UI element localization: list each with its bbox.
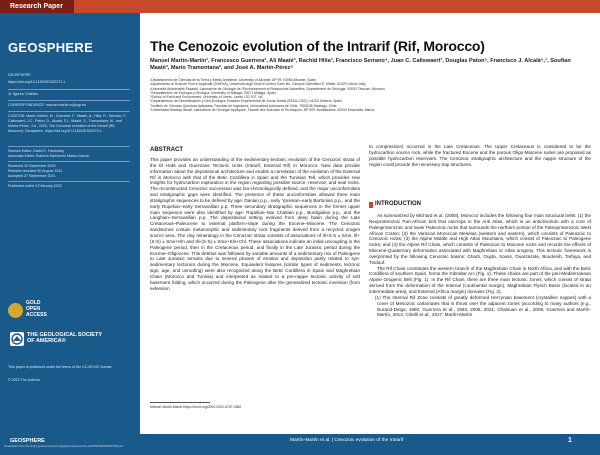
footnote-divider xyxy=(150,402,210,403)
citation: CITATION: Martín-Martín, M., Guerrera, F., Maaté, A., Hlila, R., Serrano, F., Caliswaert, J.C., Paton, D., Alcalá, F.J., Maaté, S., Tramontana, M., and Martín-Pérez, J.A., 2022, The Cenozoic evolution of the Intrarif (Rif, Morocco): Geosphere, https://doi.org/10.1130/GES02374.1 xyxy=(8,114,128,133)
license-text: This paper is published under the terms of the CC-BY-NC license. xyxy=(8,365,113,369)
abstract-heading: ABSTRACT xyxy=(150,147,183,153)
open-access-label: GOLD OPEN ACCESS xyxy=(26,300,47,318)
sidebar-divider xyxy=(8,161,130,162)
author-list: Manuel Martín-Martín¹, Francesco Guerrera², Ali Maaté³, Rachid Hlila³, Francisco Serrano⁴, Juan C. Caliswaert¹, Douglas Paton⁵, Francisco J. Alcalá⁶,⁷, Soufian Maaté³, Mario Tramontana², and José A. Martín-Pérez⁸ xyxy=(150,58,571,71)
gsa-logo-icon xyxy=(10,332,24,346)
paragraph: (1) The Internal Rif Zone consists of greatly deformed Hercynian basement (crystalline nappes) with a cover of Mesozoic carbonates that is thrust over the adjacent zones (according to many authors (e.g., Durand-Delga, 1980; Guerrera et al., 1993, 2005, 2021; Chalouan et al., 2008, Guerrera and Martín-Martín, 2014; Critelli et al., 2017; Martín-Martín xyxy=(375,294,591,318)
paper-title: The Cenozoic evolution of the Intrarif (Rif, Morocco) xyxy=(150,38,485,54)
figure-count: 11 figures; 5 tables xyxy=(8,92,39,96)
gsa-name: THE GEOLOGICAL SOCIETY OF AMERICA® xyxy=(27,332,103,344)
sidebar-divider xyxy=(8,100,130,101)
sidebar-divider xyxy=(8,89,130,90)
journal-brand: GEOSPHERE xyxy=(8,40,94,55)
affiliation-line: ⁴Departamento de Ecología y Geología, University of Málaga, 29071 Málaga, Spain xyxy=(150,90,276,95)
received-dates: Received 10 September 2019 Revision received 30 August 2021 Accepted 27 September 2021 xyxy=(8,164,63,178)
published-date: Published online 3 February 2022 xyxy=(8,184,62,188)
affiliation-line: ⁶Departamento de Desertificación y Geo-Ecología, Estación Experimental de Zonas Áridas (EEZA-CSIC), 04120 Almería, Spain xyxy=(150,99,342,104)
affiliation-line: ²Dipartimento di Scienze Pure e Applicate (DiSPeA), Università degli Studi di Urbino Carlo Bo, Campus Scientifico E. Mattei, 61029 Urbino, Italy xyxy=(150,82,366,87)
orcid-footnote[interactable]: Manuel Martín-Martín https://orcid.org/0000-0002-5787-0882 xyxy=(150,405,242,409)
sidebar-label: GEOSPHERE xyxy=(8,73,31,77)
affiliation-line: ¹Departamento de Ciencias de la Tierra y Medio Ambiente, University of Alicante, AP 99, 03080 Alicante, Spain xyxy=(150,78,316,82)
section-marker xyxy=(369,202,373,208)
gold-open-access-icon xyxy=(8,303,23,318)
research-paper-tab: Research Paper xyxy=(0,0,74,13)
copyright: © 2022 The Authors xyxy=(8,378,40,382)
affiliation-line: ⁷Instituto de Ciencias Químicas Aplicadas, Facultad de Ingeniería, Universidad Autónoma de Chile, 7500138 Santiago, Chile xyxy=(150,103,337,108)
gsa-emblem-icon xyxy=(10,332,24,346)
paragraph: As summarized by Michard et al. (2008), Morocco includes the following four main structural belts: (1) the Neoproterozoic Pan-African belt that outcrops in the Anti Atlas, which is an anticlinorium with a core of Paleoproterozoic and lower Paleozoic rocks that surrounds the northern portion of the Paleoproterozoic West African Craton; (2) the Variscan Moroccan Mesetas (western and eastern), which consists of Paleozoic to Cenozoic rocks; (3) the Alpine Middle and High Atlas Mountains, which consist of Paleozoic to Paleogene rocks; and (4) the Alpine Rif Chain, which consists of Paleozoic to Miocene rocks and records the effects of Miocene-Quaternary deformation associated with Maghrebian or Atlas orogeny. This tectonic framework is overprinted by the following Cenozoic basins: Gharb, Oujda, Souss, Ouarzazate, Boudenib, Tarfaya, and Tindouf. xyxy=(369,213,591,265)
sidebar-divider xyxy=(8,111,130,112)
footer-journal: GEOSPHERE xyxy=(10,438,45,444)
abstract-continued: to compression) occurred in the Late Cretaceous. The Upper Cretaceous is considered to be the hydrocarbon source rock, while the fractured Eocene and the porous Oligo-Miocene suites are proposed as possible hydrocarbon reservoirs. The Cenozoic stratigraphic architecture and the nappe structure of the region could provide the necessary trap structures. xyxy=(369,144,591,167)
sidebar-divider xyxy=(8,181,130,182)
page-number: 1 xyxy=(568,437,572,444)
introduction-heading: INTRODUCTION xyxy=(375,201,421,207)
sidebar-divider xyxy=(8,146,130,147)
doi-link[interactable]: https://doi.org/10.1130/GES02374.1 xyxy=(8,80,66,84)
affiliation-line: ⁵School of Earth and Environment, University of Leeds, Leeds LS2 9JT, UK xyxy=(150,95,263,100)
introduction-body xyxy=(369,213,591,433)
paragraph: The Rif Chain constitutes the western branch of the Maghrebian Chain in North Africa, and with the Betic Cordillera of southern Spain, forms the Gibraltar Arc (Fig. 1). These chains are part of the peri-Mediterranean Alpine Orogenic Belt (Fig. 1). In the Rif Chain, there are three main tectonic zones, which consist of strata derived from the deformation of the Internal (continental margin), Maghrebian Flysch Basin (located in an intermediate area), and External (Africa margin) domains (Fig. 2). xyxy=(369,265,591,294)
download-notice[interactable]: Downloaded from http://pubs.geoscienceworld.org/gsa/geosphere/article-pdf/18/2/598/5538097/598.pdf xyxy=(4,445,123,448)
affiliation-line: ³Université Abdelmalek Essaadi, Laboratoire de Géologie de l'Environnement et Ressources Naturelles, Département de Géologie, 93030 Tétouan, Morocco xyxy=(150,86,385,91)
correspondence[interactable]: CORRESPONDENCE: manuel.martin.m@ugr.es xyxy=(8,103,86,107)
affiliations xyxy=(150,78,590,112)
top-banner xyxy=(0,0,600,13)
abstract-text: This paper provides an understanding of the sedimentary-tectonic evolution of the Cenozoic strata of the El Habt and Ouezzane Tectonic Units (Intrarif, External Rif) in Morocco. New data provide information about the depositional architecture and enable a correlation of the evolution of the External Rif in Morocco with that of the Betic Cordillera in Spain and the Tunisian Tell, which provides new insights for hydrocarbon exploration in the region regarding possible source, reservoir, and seal rocks. The reconstructed Cenozoic succession was bio-chronologically defined, and the major unconformities and stratigraphic gaps were identified. The presence of these unconformities allowed three main stratigraphic sequences to be defined by age: Danian p.p., early Ypresian–early Bartonian p.p., and the early Rupelian–early Serravallian p.p. Three secondary stratigraphic sequences in the former upper main sequence were also identified by age: Rupelian–late Chattian p.p., Burdigalian p.p., and the Langhian–Serravallian p.p. The depositional setting evolved from deep basin during the Late Cretaceous–Paleocene to external platform-slope during the Eocene–Miocene. The Cenozoic sandstones contain metamorphic and sedimentary rock fragments derived from a recycled orogen source area. The clay mineralogy in the Cenozoic strata consists of associations of Ill+S-S ± Sme, Ill+(S-S) ± Sme+Kln and Ill+(S-S) ± Sme+Kln+Chl. These associations indicate an initial uncoupling in the Paleogene period, then in the Cretaceous period, and finally in the Late Jurassic period during the Eocene–Oligocene. This detritus was followed by variable amounts of a sedimentary mix of Paleogene to Late Jurassic terrains due to several phases of erosion and deposition partly related to syn-sedimentary tectonics during the Miocene. Equivalent features (similar types of sediments, tectonic sign, age, and unroofing) were also recognized along the Betic Cordillera in Spain and Maghrebian Chain (Morocco and Tunisia) and interpreted as related to a pre-nappe tectonic activity of soft basement folding, which occurred during the Paleogene after the generalized tectonic inversion (from extension xyxy=(150,157,360,291)
editors: Science Editor: David E. Fastovsky Associate Editor: Roberto Sarmiento Matos-Garcia xyxy=(8,149,89,158)
affiliation-line: ⁸Universidad Mackay Ismail, Laboratoire de Géologie Appliquée, Faculté des Sciences et Techniques, BP 509, Boutalamine, 52000 Errachidia, Maroc xyxy=(150,108,375,113)
running-head: Martín-Martín et al. | Cenozoic evolution of the Intrarif xyxy=(290,438,404,443)
